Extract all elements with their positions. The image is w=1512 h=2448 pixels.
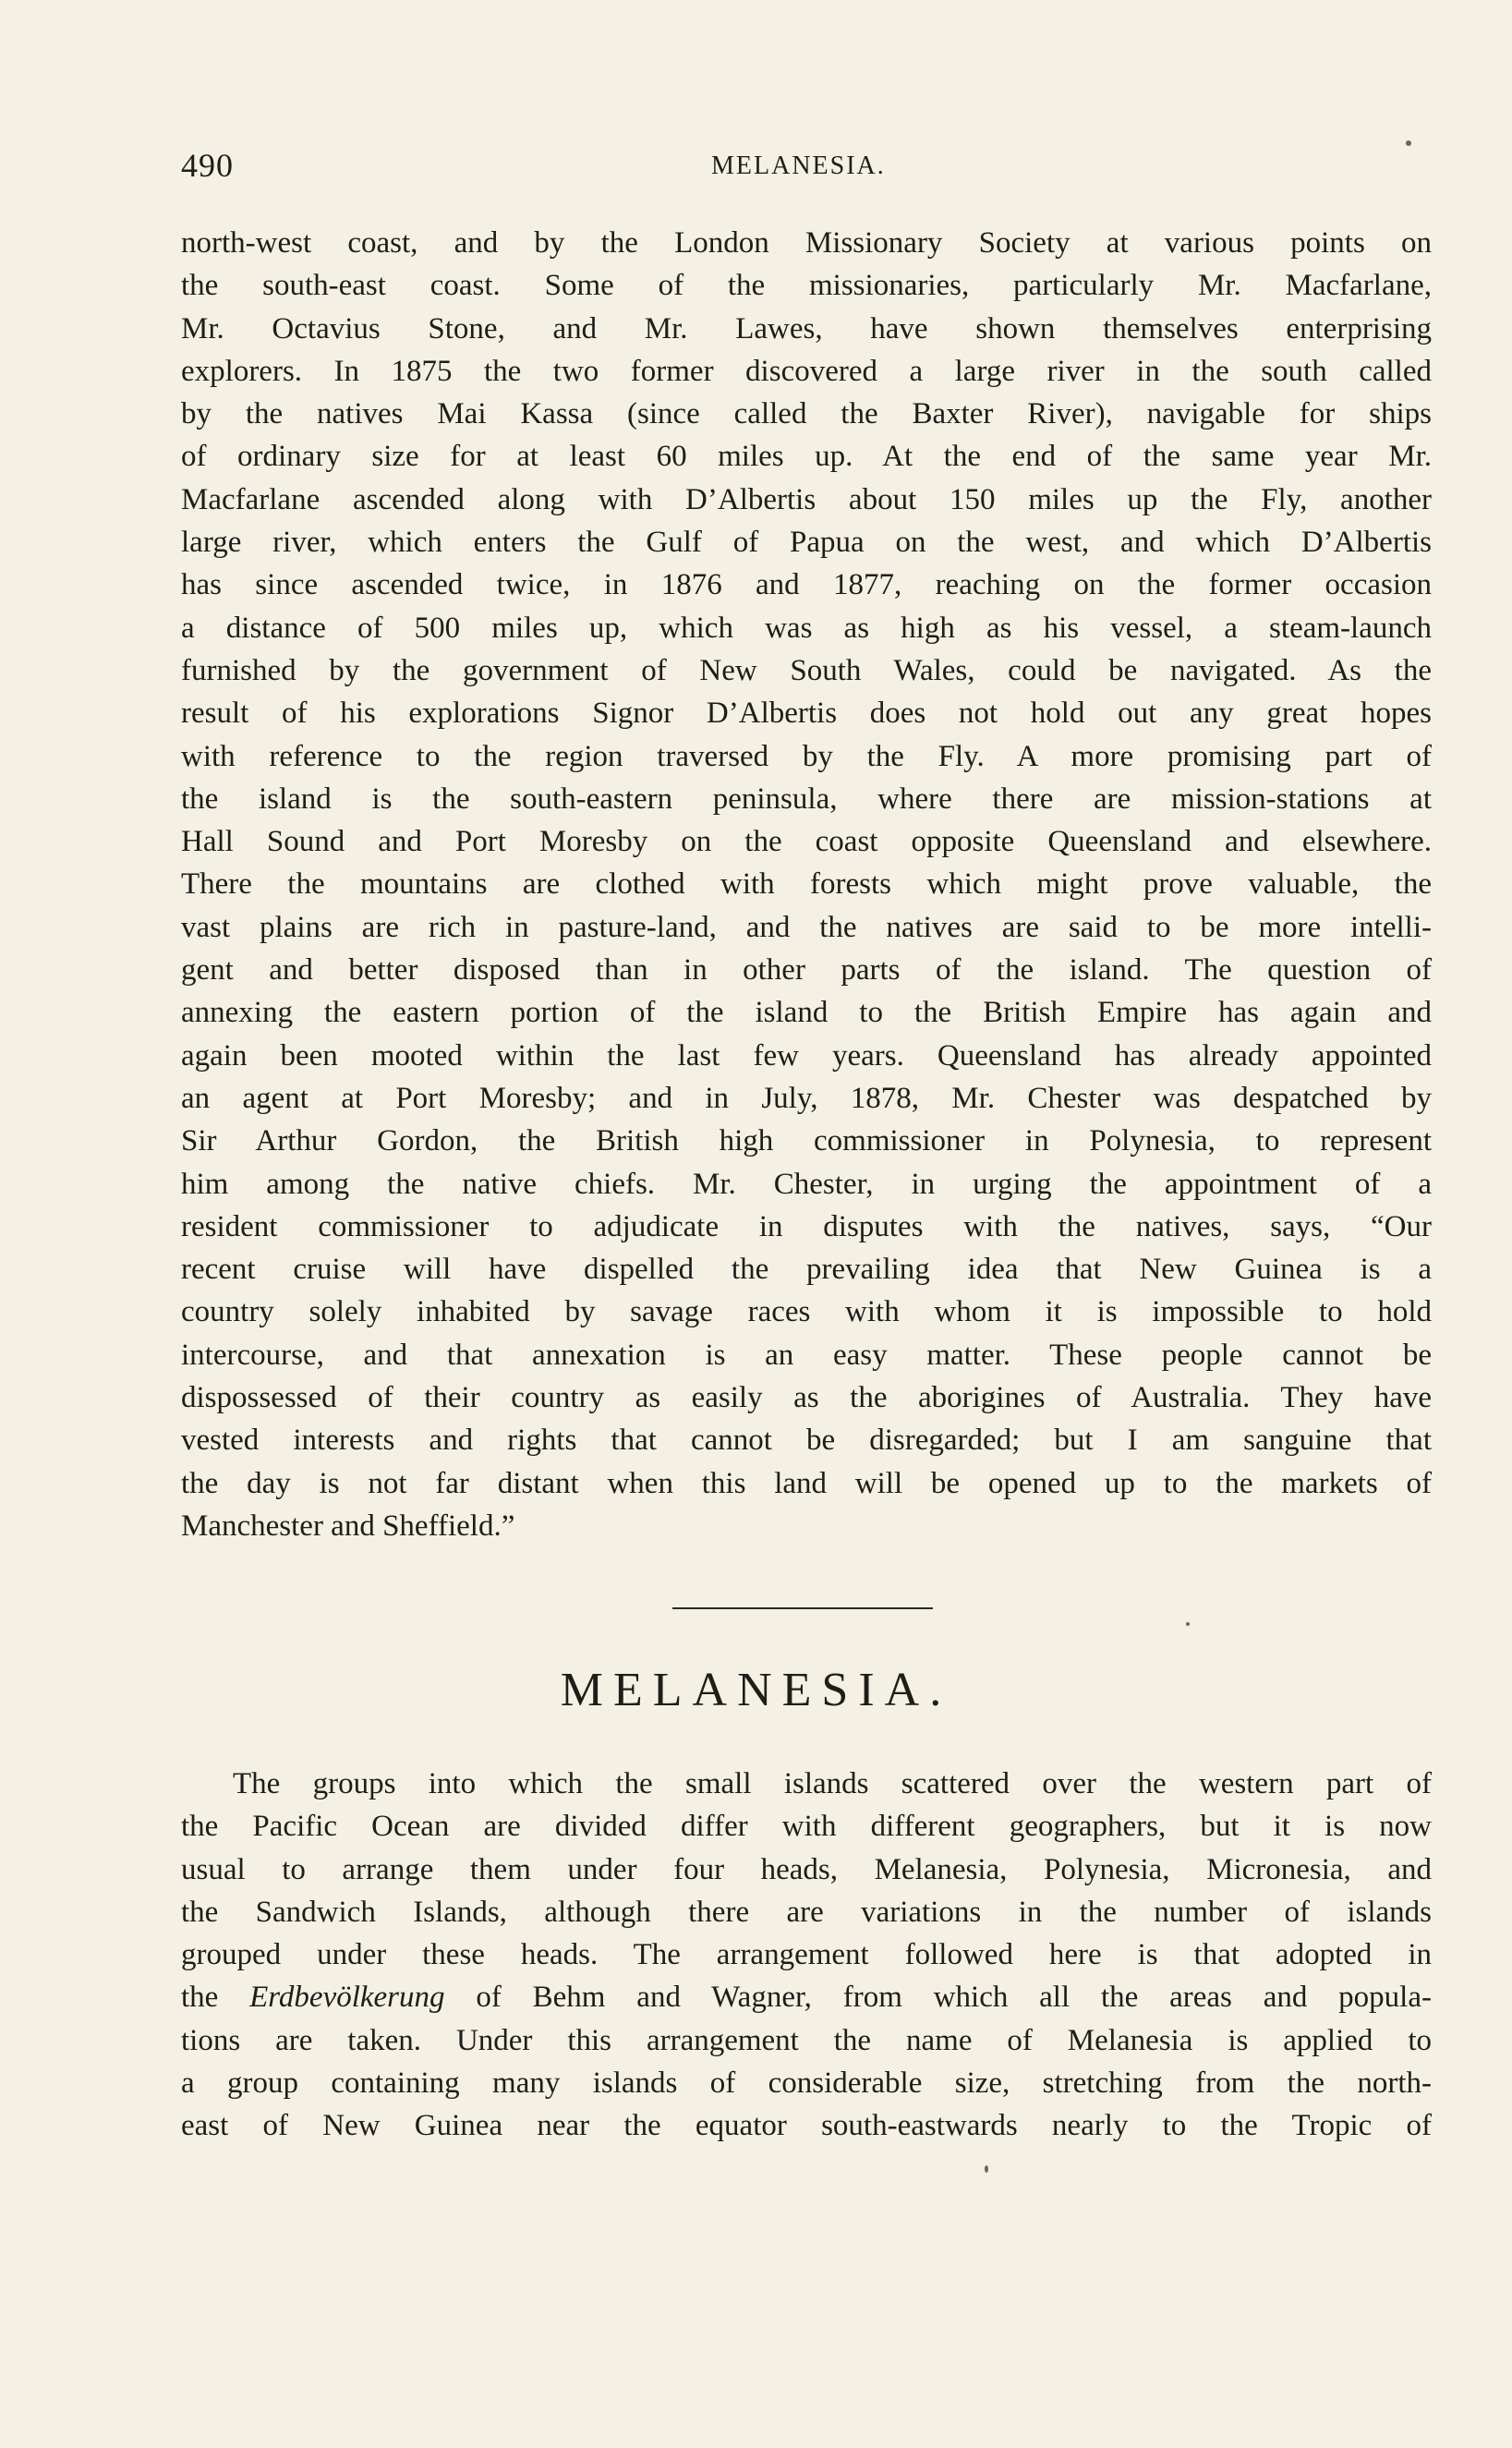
paragraph-line: an agent at Port Moresby; and in July, 1878, Mr. Chester was despatched by (181, 1081, 1432, 1115)
paragraph-1 (181, 222, 1432, 1547)
paragraph-line: Manchester and Sheffield.” (181, 1509, 515, 1543)
paragraph-line: recent cruise will have dispelled the prevailing idea that New Guinea is a (181, 1253, 1432, 1287)
ink-speck (1406, 140, 1411, 146)
paragraph-line: Hall Sound and Port Moresby on the coast opposite Queensland and elsewhere. (181, 825, 1432, 859)
ink-speck (985, 2165, 988, 2173)
italic-title: Erdbevölkerung (249, 1981, 445, 2015)
paragraph-line: vast plains are rich in pasture-land, and the natives are said to be more intelli- (181, 910, 1432, 944)
paragraph-line: resident commissioner to adjudicate in disputes with the natives, says, “Our (181, 1209, 1432, 1243)
paragraph-line: the day is not far distant when this land will be opened up to the markets of (181, 1466, 1432, 1500)
paragraph-line: gent and better disposed than in other parts of the island. The question of (181, 953, 1432, 988)
running-title: MELANESIA. (711, 151, 886, 180)
paragraph-line: The groups into which the small islands scattered over the western part of (233, 1767, 1432, 1800)
paragraph-line: large river, which enters the Gulf of Papua on the west, and which D’Albertis (181, 526, 1432, 560)
paragraph-line: annexing the eastern portion of the island to the British Empire has again and (181, 996, 1432, 1030)
paragraph-line: has since ascended twice, in 1876 and 1877, reaching on the former occasion (181, 568, 1432, 602)
paragraph-line: the south-east coast. Some of the missionaries, particularly Mr. Macfarlane, (181, 269, 1432, 303)
section-heading: MELANESIA. (560, 1664, 952, 1716)
paragraph-line: There the mountains are clothed with forests which might prove valuable, the (181, 867, 1432, 902)
paragraph-line: of ordinary size for at least 60 miles up. At the end of the same year Mr. (181, 440, 1432, 474)
ink-speck (1186, 1622, 1190, 1626)
paragraph-line: north-west coast, and by the London Missionary Society at various points on (181, 226, 1432, 260)
page-number: 490 (181, 147, 234, 184)
section-divider-rule (672, 1607, 933, 1609)
paragraph-2 (181, 1763, 1432, 2148)
paragraph-line: him among the native chiefs. Mr. Chester, in urging the appointment of a (181, 1167, 1432, 1201)
paragraph-line: with reference to the region traversed by the Fly. A more promising part of (181, 739, 1432, 773)
paragraph-line: east of New Guinea near the equator south-eastwards nearly to the Tropic of (181, 2109, 1432, 2143)
running-head (181, 146, 1430, 192)
paragraph-line: a distance of 500 miles up, which was as high as his vessel, a steam-launch (181, 611, 1432, 645)
paragraph-line: grouped under these heads. The arrangement followed here is that adopted in (181, 1938, 1432, 1972)
paragraph-line: result of his explorations Signor D’Albertis does not hold out any great hopes (181, 697, 1432, 731)
paragraph-line: again been mooted within the last few years. Queensland has already appointed (181, 1038, 1432, 1073)
paragraph-line: usual to arrange them under four heads, Melanesia, Polynesia, Micronesia, and (181, 1852, 1432, 1886)
line-text: of Behm and Wagner, from which all the areas and popula- (444, 1981, 1432, 2015)
paragraph-line: Mr. Octavius Stone, and Mr. Lawes, have shown themselves enterprising (181, 311, 1432, 345)
paragraph-line: by the natives Mai Kassa (since called the Baxter River), navigable for ships (181, 397, 1432, 431)
paragraph-line: the Sandwich Islands, although there are variations in the number of islands (181, 1895, 1432, 1929)
paragraph-line: explorers. In 1875 the two former discovered a large river in the south called (181, 354, 1432, 388)
paragraph-line: intercourse, and that annexation is an easy matter. These people cannot be (181, 1338, 1432, 1372)
paragraph-line: dispossessed of their country as easily as the aborigines of Australia. They have (181, 1381, 1432, 1415)
paragraph-line: Sir Arthur Gordon, the British high commissioner in Polynesia, to represent (181, 1124, 1432, 1158)
paragraph-line: Macfarlane ascended along with D’Albertis about 150 miles up the Fly, another (181, 482, 1432, 516)
paragraph-line: country solely inhabited by savage races with whom it is impossible to hold (181, 1295, 1432, 1329)
paragraph-line (181, 1976, 1432, 2018)
paragraph-line: furnished by the government of New South Wales, could be navigated. As the (181, 653, 1432, 687)
paragraph-line: the island is the south-eastern peninsula, where there are mission-stations at (181, 782, 1432, 816)
paragraph-line: tions are taken. Under this arrangement the name of Melanesia is applied to (181, 2023, 1432, 2057)
line-text: the (181, 1981, 250, 2015)
paragraph-line: vested interests and rights that cannot be disregarded; but I am sanguine that (181, 1424, 1432, 1458)
paragraph-line: the Pacific Ocean are divided differ with different geographers, but it is now (181, 1810, 1432, 1844)
paragraph-line: a group containing many islands of considerable size, stretching from the north- (181, 2066, 1432, 2101)
